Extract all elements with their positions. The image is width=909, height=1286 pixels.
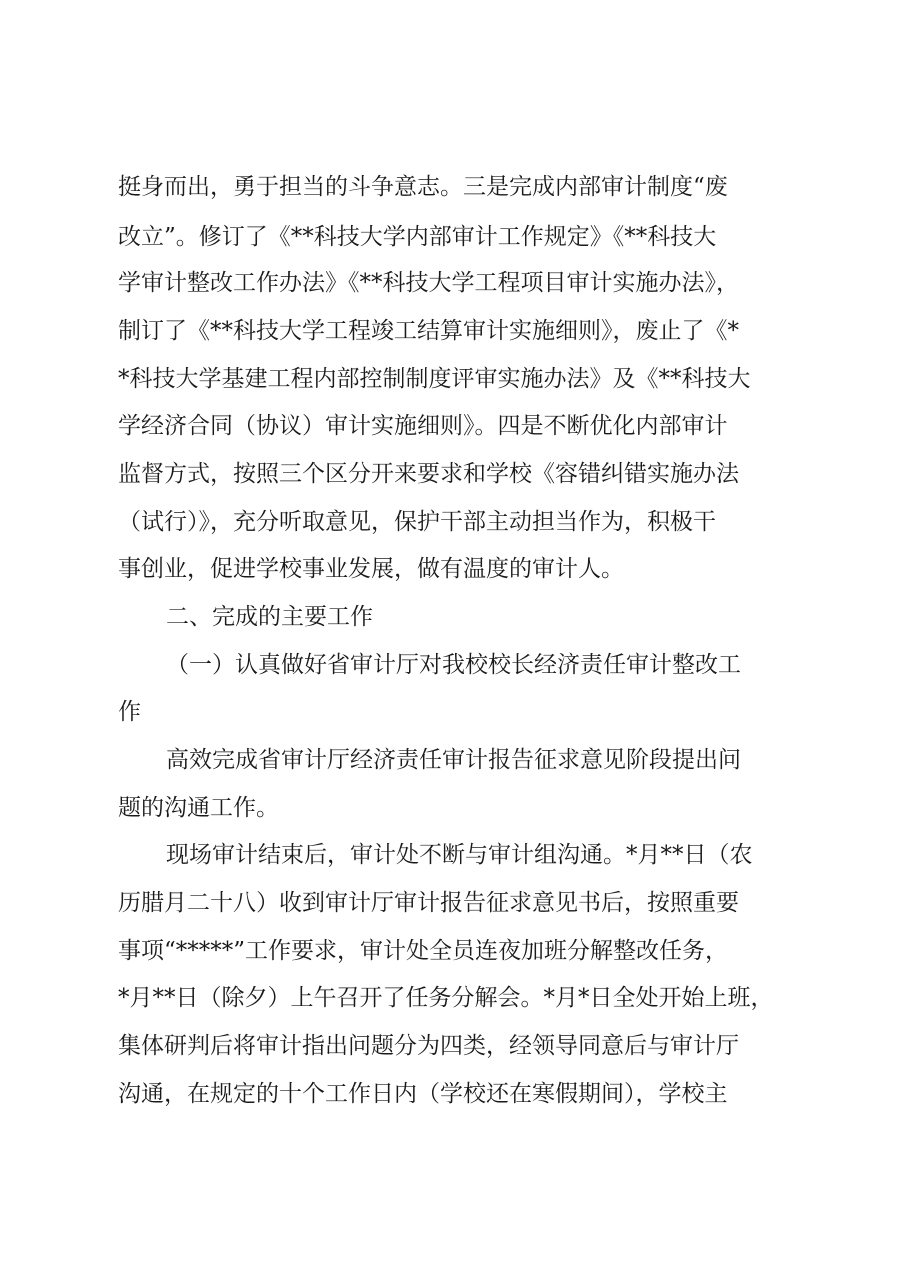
body-text-line: 集体研判后将审计指出问题分为四类，经领导同意后与审计厅 bbox=[118, 1033, 739, 1059]
body-text-line: 历腊月二十八）收到审计厅审计报告征求意见书后，按照重要 bbox=[118, 890, 739, 916]
body-text-line: 改立”。修订了《**科技大学内部审计工作规定》《**科技大 bbox=[118, 224, 717, 250]
body-text-line: 事项“*****”工作要求，审计处全员连夜加班分解整改任务， bbox=[118, 938, 729, 964]
body-text-line: 学经济合同（协议）审计实施细则》。四是不断优化内部审计 bbox=[118, 413, 728, 439]
body-text-line: *科技大学基建工程内部控制制度评审实施办法》及《**科技大 bbox=[118, 366, 751, 392]
body-text-line: 现场审计结束后，审计处不断与审计组沟通。*月**日（农 bbox=[166, 842, 753, 868]
body-text-line: 事创业，促进学校事业发展，做有温度的审计人。 bbox=[118, 556, 624, 582]
body-text-line: 题的沟通工作。 bbox=[118, 795, 279, 821]
body-text-line: 高效完成省审计厅经济责任审计报告征求意见阶段提出问 bbox=[166, 747, 741, 773]
body-text-line: 监督方式，按照三个区分开来要求和学校《容错纠错实施办法 bbox=[118, 461, 739, 487]
section-heading: 二、完成的主要工作 bbox=[166, 604, 373, 630]
body-text-line: 制订了《**科技大学工程竣工结算审计实施细则》，废止了《* bbox=[118, 318, 739, 344]
body-text-line: *月**日（除夕）上午召开了任务分解会。*月*日全处开始上班， bbox=[118, 985, 774, 1011]
body-text-line: 沟通，在规定的十个工作日内（学校还在寒假期间），学校主 bbox=[118, 1081, 728, 1107]
body-text-line: （试行）》，充分听取意见，保护干部主动担当作为，积极干 bbox=[118, 509, 716, 535]
subsection-heading-continuation: 作 bbox=[118, 699, 141, 725]
body-text-line: 学审计整改工作办法》《**科技大学工程项目审计实施办法》， bbox=[118, 270, 739, 296]
subsection-heading: （一）认真做好省审计厅对我校校长经济责任审计整改工 bbox=[166, 652, 741, 678]
body-text-line: 挺身而出，勇于担当的斗争意志。三是完成内部审计制度“废 bbox=[118, 174, 728, 200]
